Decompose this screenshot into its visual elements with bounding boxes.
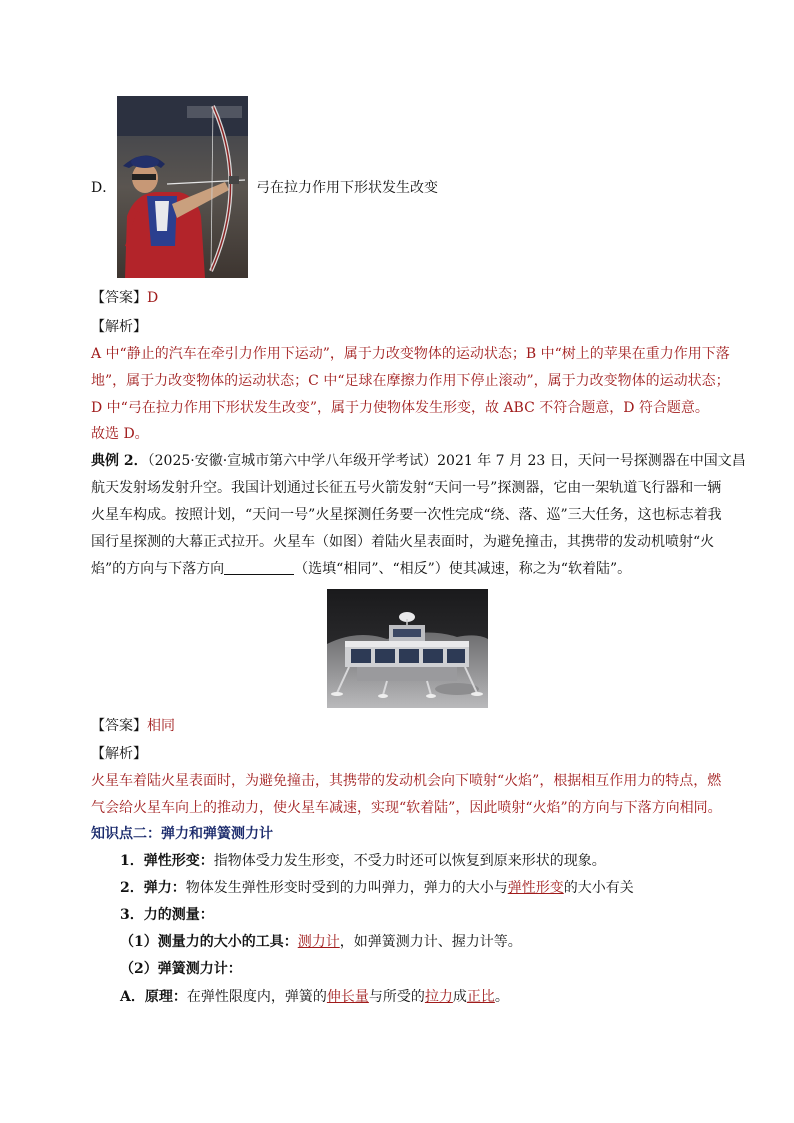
q2-last-before: 焰”的方向与下落方向	[91, 561, 225, 577]
item-text: 与所受的	[368, 989, 425, 1005]
item-text: 物体发生弹性形变时受到的力叫弹力，弹力的大小与	[185, 880, 508, 896]
item-text: 在弹性限度内，弹簧的	[186, 989, 327, 1005]
fill-answer: 弹性形变	[507, 880, 564, 896]
answer-value: D	[147, 290, 159, 306]
answer-value: 相同	[147, 718, 175, 734]
q2-line: 国行星探测的大幕正式拉开。火星车（如图）着陆火星表面时，为避免撞击，其携带的发动机喷射“火	[91, 534, 715, 550]
q2-answer	[91, 713, 175, 739]
q2-line: 航天发射场发射升空。我国计划通过长征五号火箭发射“天问一号”探测器，它由一架轨道飞行器和一辆	[91, 480, 722, 496]
option-d-text: 弓在拉力作用下形状发生改变	[256, 180, 438, 196]
q2-analysis-label: 【解析】	[91, 746, 147, 762]
knowledge-item-2	[120, 875, 634, 901]
option-d-letter: D．	[91, 180, 117, 196]
q1-analysis-line: D 中“弓在拉力作用下形状发生改变”，属于力使物体发生形变，故 ABC 不符合题意，D 符合题意。	[91, 400, 709, 416]
item-heading: A．原理：	[120, 989, 187, 1005]
q2-analysis-line: 气会给火星车向上的推动力，使火星车减速，实现“软着陆”，因此喷射“火焰”的方向与下落方向相同。	[91, 800, 722, 816]
q1-analysis-line: 故选 D。	[91, 426, 149, 442]
mars-rover-illustration	[327, 589, 488, 708]
item-heading: 力的测量：	[143, 907, 214, 923]
knowledge-item-3b: （2）弹簧测力计：	[120, 961, 242, 977]
answer-blank[interactable]	[224, 560, 294, 575]
fill-answer: 拉力	[424, 989, 453, 1005]
item-number: 2．	[120, 880, 144, 896]
fill-answer: 正比	[466, 989, 495, 1005]
item-heading: （1）测量力的大小的工具：	[120, 934, 298, 950]
archer-photo	[117, 96, 248, 278]
item-text: 的大小有关	[563, 880, 634, 896]
q2-analysis-line: 火星车着陆火星表面时，为避免撞击，其携带的发动机会向下喷射“火焰”，根据相互作用力的特点，燃	[91, 773, 722, 789]
archer-illustration	[117, 96, 248, 278]
q1-analysis-line: 地”，属于力改变物体的运动状态；C 中“足球在摩擦力作用下停止滚动”，属于力改变物体的运动状态；	[91, 373, 730, 389]
q2-last-line	[91, 556, 631, 582]
fill-answer: 测力计	[297, 934, 340, 950]
knowledge-item-3a	[120, 929, 522, 955]
fill-answer: 伸长量	[326, 989, 369, 1005]
q2-line	[91, 448, 746, 474]
item-number: 1．	[120, 853, 144, 869]
item-number: 3．	[120, 907, 144, 923]
q1-analysis-line: A 中“静止的汽车在牵引力作用下运动”，属于力改变物体的运动状态；B 中“树上的苹果在重力作用下落	[91, 346, 730, 362]
answer-label: 【答案】	[91, 718, 147, 734]
q2-label: 典例 2．	[91, 453, 148, 469]
answer-label: 【答案】	[91, 290, 147, 306]
item-heading: 弹性形变：	[143, 853, 214, 869]
section-title: 知识点二：弹力和弹簧测力计	[91, 826, 273, 842]
item-text: 指物体受力发生形变，不受力时还可以恢复到原来形状的现象。	[213, 853, 606, 869]
option-d	[91, 178, 116, 198]
item-text: 。	[494, 989, 509, 1005]
q2-line: 火星车构成。按照计划，“天问一号”火星探测任务要一次性完成“绕、落、巡”三大任务，这也标志着我	[91, 507, 722, 523]
knowledge-item-1	[120, 848, 606, 874]
knowledge-item-a	[120, 984, 509, 1010]
q1-analysis-label: 【解析】	[91, 319, 147, 335]
q2-last-after: （选填“相同”、“相反”）使其减速，称之为“软着陆”。	[294, 561, 632, 577]
q2-line-text: （2025·安徽·宣城市第六中学八年级开学考试）2021 年 7 月 23 日，天问一号探测器在中国文昌	[147, 453, 746, 469]
item-text: ，如弹簧测力计、握力计等。	[339, 934, 522, 950]
mars-rover-photo	[327, 589, 488, 708]
q1-answer	[91, 285, 158, 311]
item-text: 成	[452, 989, 467, 1005]
item-heading: 弹力：	[143, 880, 186, 896]
knowledge-item-3	[120, 902, 214, 928]
